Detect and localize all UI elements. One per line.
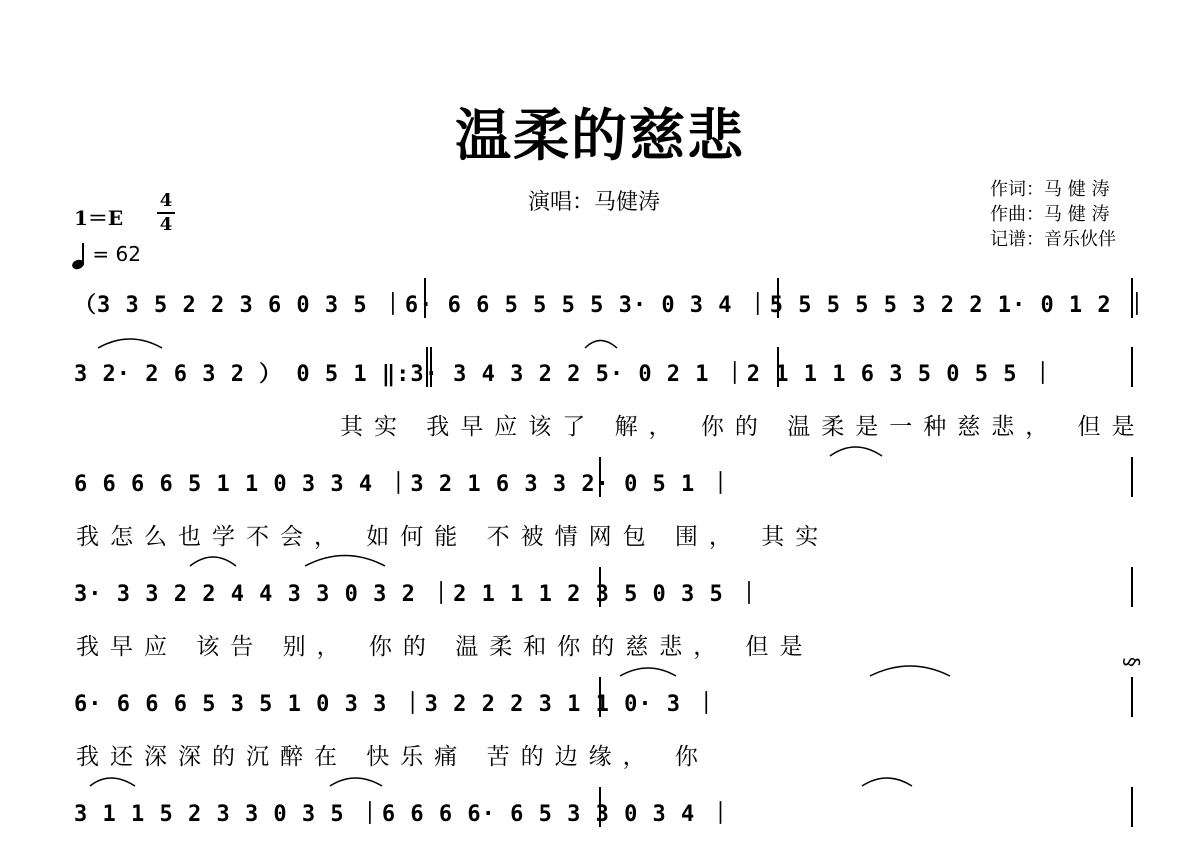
barlines — [425, 278, 1132, 827]
slur — [190, 557, 236, 566]
key-signature: 1＝E — [74, 206, 124, 230]
slur — [870, 666, 950, 676]
score-line-5-notes: 6· 6 6 6 5 3 5 1 0 3 3 ｜3 2 2 2 3 1 1 0· 3 ｜ — [74, 692, 719, 717]
slur — [585, 341, 617, 349]
slur — [330, 778, 382, 786]
slur — [830, 447, 882, 456]
lyricist-credit: 作词：马 健 涛 — [990, 179, 1110, 200]
score-line-3-lyrics: 我怎么也学不会， 如何能 不被情网包 围， 其实 — [76, 524, 830, 550]
slur — [90, 778, 135, 786]
slur — [305, 556, 385, 567]
score-line-3-notes: 6 6 6 6 5 1 1 0 3 3 4 ｜3 2 1 6 3 3 2· 0 5 1 ｜ — [74, 472, 733, 497]
score-line-2-notes: 3 2· 2 6 3 2 ） 0 5 1 ‖:3· 3 4 3 2 2 5· 0 2 1 ｜2 1 1 1 6 3 5 0 5 5 ｜ — [74, 362, 1055, 387]
singer-credit: 演唱：马健涛 — [528, 190, 661, 215]
transcriber-credit: 记谱：音乐伙伴 — [990, 229, 1116, 250]
score-line-5-lyrics: 我还深深的沉醉在 快乐痛 苦的边缘， 你 — [76, 744, 709, 770]
song-title: 温柔的慈悲 — [455, 103, 745, 169]
score-line-6-notes: 3 1 1 5 2 3 3 0 3 5 ｜6 6 6 6· 6 5 3 3 0 3 4 ｜ — [74, 802, 733, 827]
time-signature-bottom: 4 — [159, 214, 173, 235]
composer-credit: 作曲：马 健 涛 — [990, 204, 1110, 225]
time-signature-top: 4 — [159, 190, 173, 211]
segno-icon — [1120, 657, 1144, 667]
slur — [862, 778, 912, 786]
score-line-4-notes: 3· 3 3 2 2 4 4 3 3 0 3 2 ｜2 1 1 1 2 3 5 0 3 5 ｜ — [74, 582, 762, 607]
score-line-2-lyrics: 其实 我早应该了 解， 你的 温柔是一种慈悲， 但是 — [340, 414, 1146, 440]
svg-text:§: § — [1120, 657, 1144, 667]
slurs — [90, 339, 950, 786]
score-line-4-lyrics: 我早应 该告 别， 你的 温柔和你的慈悲， 但是 — [76, 634, 814, 660]
score-line-1-notes: （3 3 5 2 2 3 6 0 3 5 ｜6· 6 6 5 5 5 5 3· 0 3 4 ｜5 5 5 5 5 3 2 2 1· 0 1 2 ｜ — [74, 293, 1149, 318]
tempo-value: = 62 — [92, 242, 141, 266]
slur — [98, 339, 162, 348]
slur — [620, 668, 676, 676]
